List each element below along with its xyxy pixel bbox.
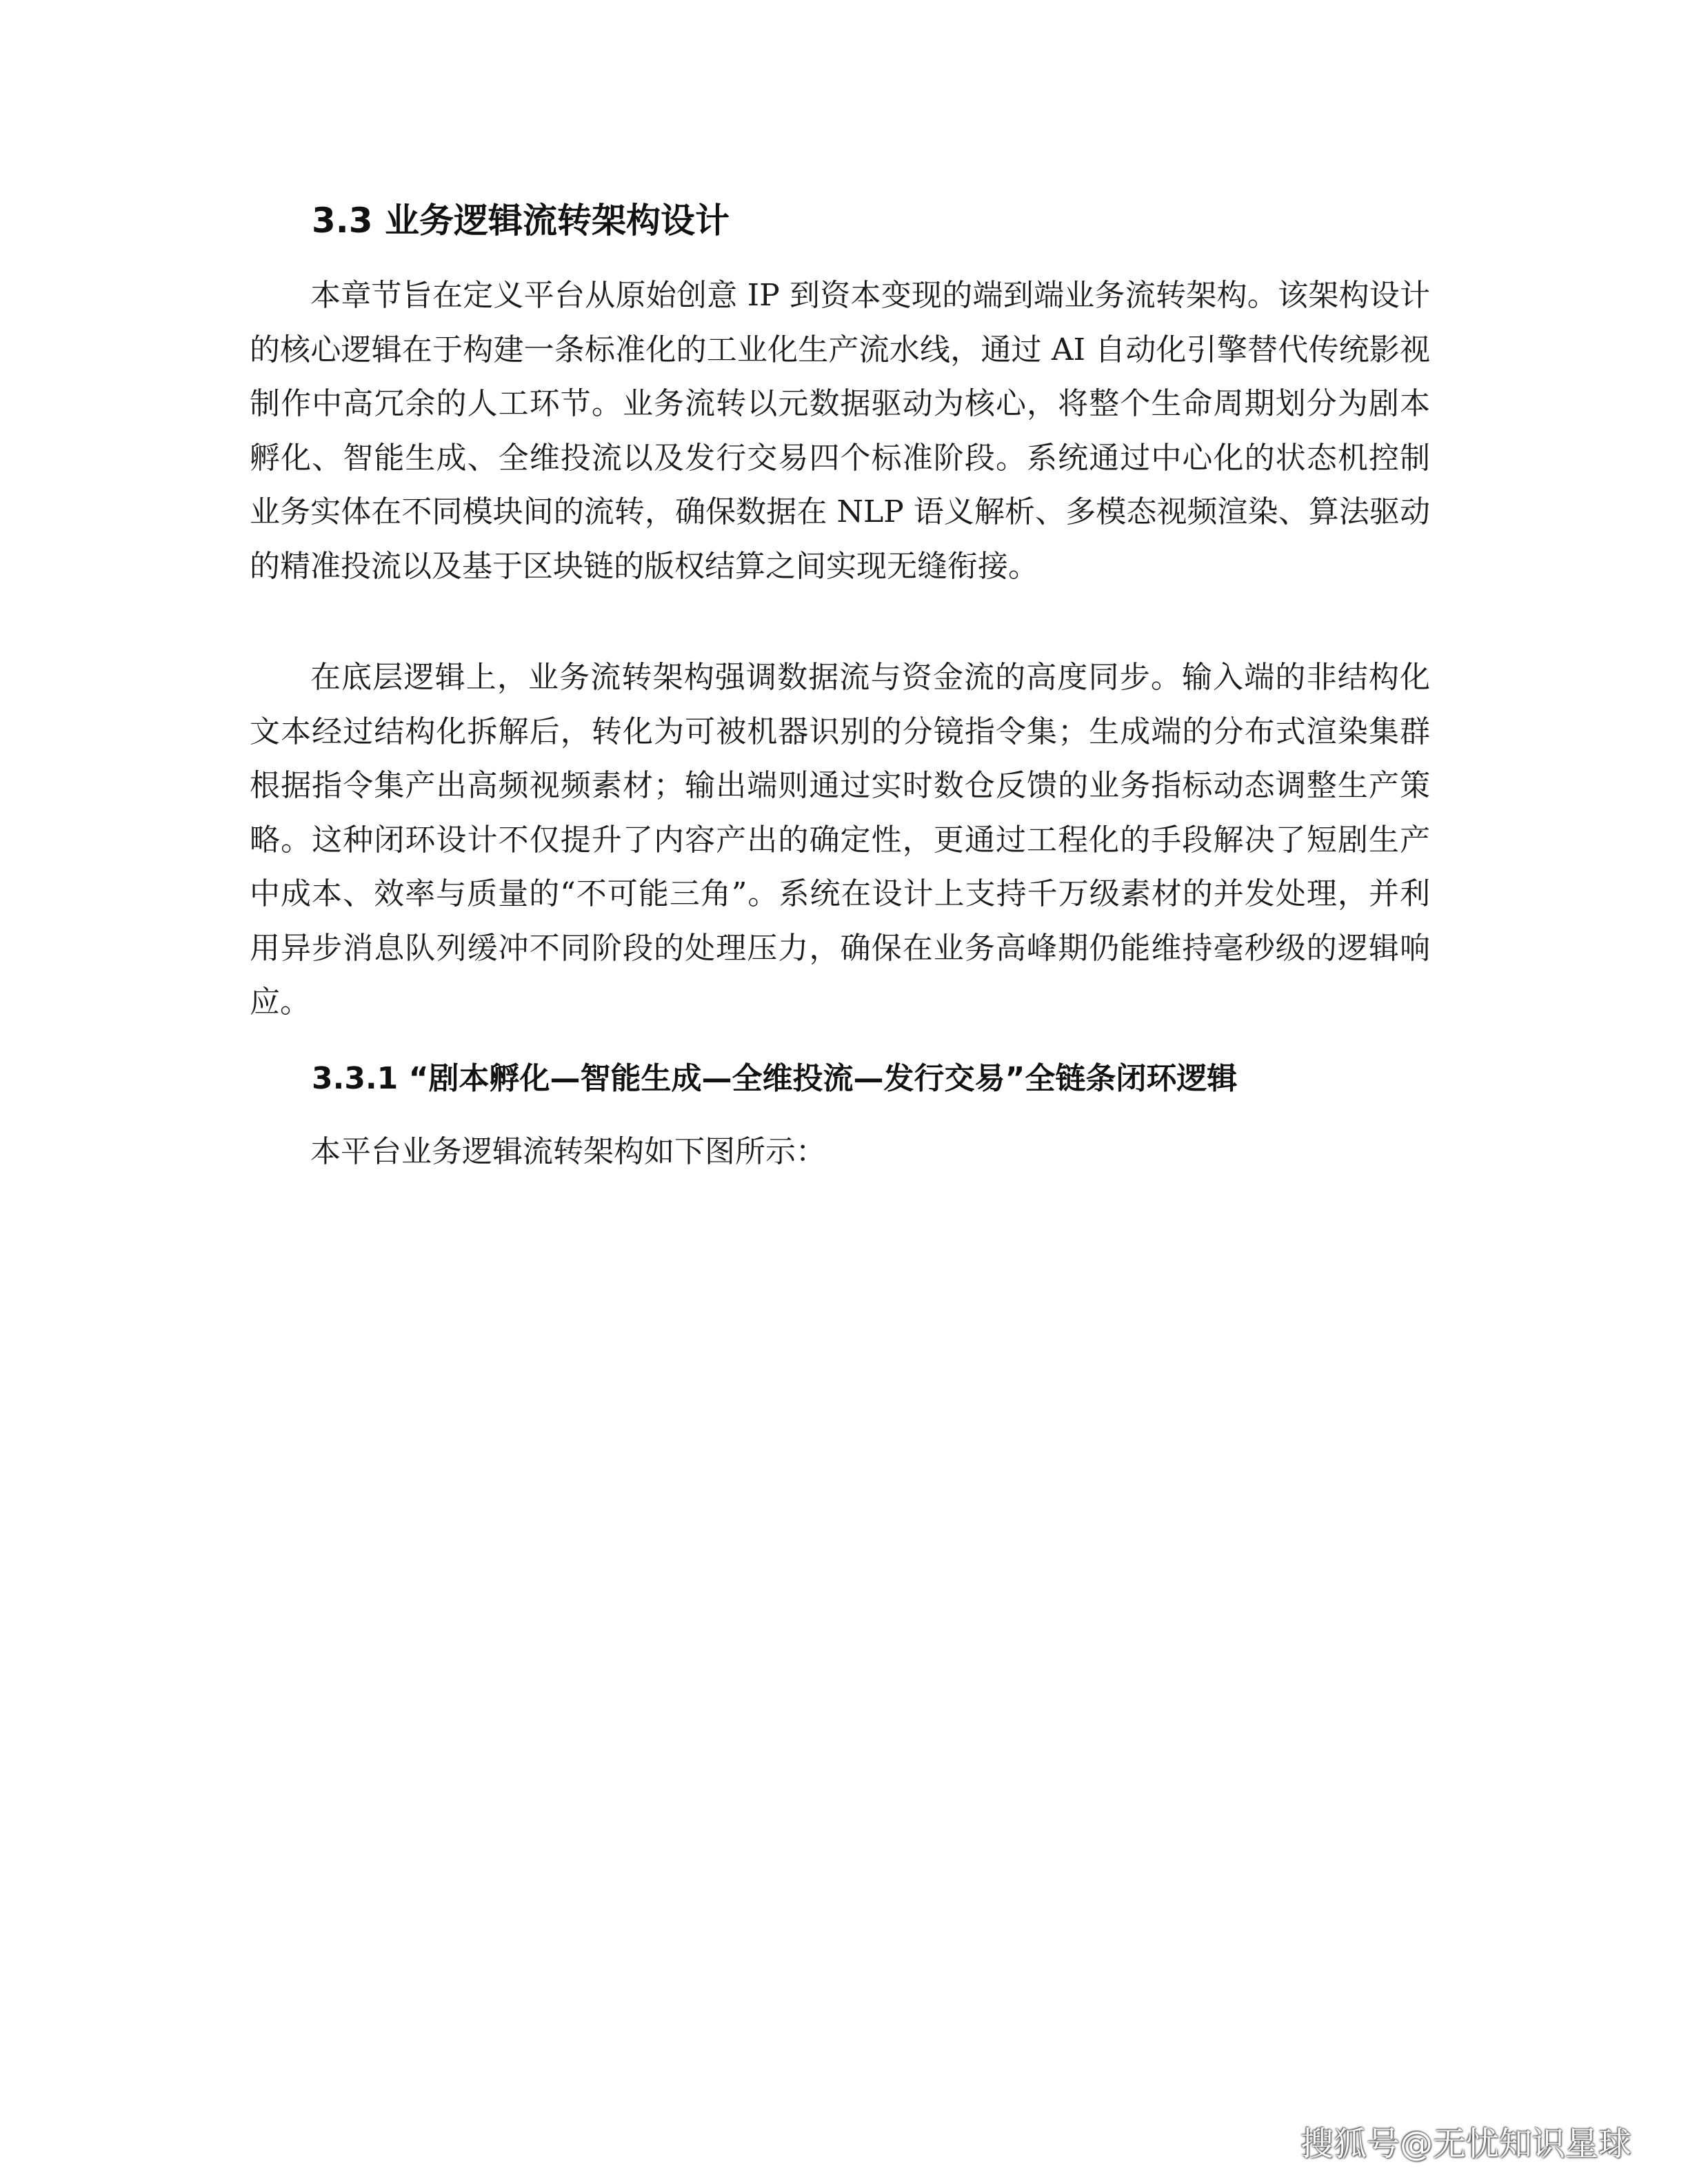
subsection-heading: 3.3.1 “剧本孵化—智能生成—全维投流—发行交易”全链条闭环逻辑 bbox=[312, 1061, 1238, 1096]
paragraph-architecture-overview: 本章节旨在定义平台从原始创意 IP 到资本变现的端到端业务流转架构。该架构设计的核心逻辑在于构建一条标准化的工业化生产流水线，通过 AI 自动化引擎替代传统影视制作中高冗余的人工环节。业务流转以元数据驱动为核心，将整个生命周期划分为剧本孵化、智能生成、全维投流以及发行交易四个标准阶段。系统通过中心化的状态机控制业务实体在不同模块间的流转，确保数据在 NLP 语义解析、多模态视频渲染、算法驱动的精准投流以及基于区块链的版权结算之间实现无缝衔接。 bbox=[250, 278, 1430, 584]
paragraph-underlying-logic: 在底层逻辑上，业务流转架构强调数据流与资金流的高度同步。输入端的非结构化文本经过结构化拆解后，转化为可被机器识别的分镜指令集；生成端的分布式渲染集群根据指令集产出高频视频素材；输出端则通过实时数仓反馈的业务指标动态调整生产策略。这种闭环设计不仅提升了内容产出的确定性，更通过工程化的手段解决了短剧生产中成本、效率与质量的“不可能三角”。系统在设计上支持千万级素材的并发处理，并利用异步消息队列缓冲不同阶段的处理压力，确保在业务高峰期仍能维持毫秒级的逻辑响应。 bbox=[250, 660, 1430, 1020]
section-heading: 3.3 业务逻辑流转架构设计 bbox=[312, 201, 730, 241]
paragraph-figure-intro: 本平台业务逻辑流转架构如下图所示： bbox=[310, 1134, 826, 1169]
sohu-watermark: 搜狐号@无忧知识星球 bbox=[1300, 2125, 1631, 2163]
